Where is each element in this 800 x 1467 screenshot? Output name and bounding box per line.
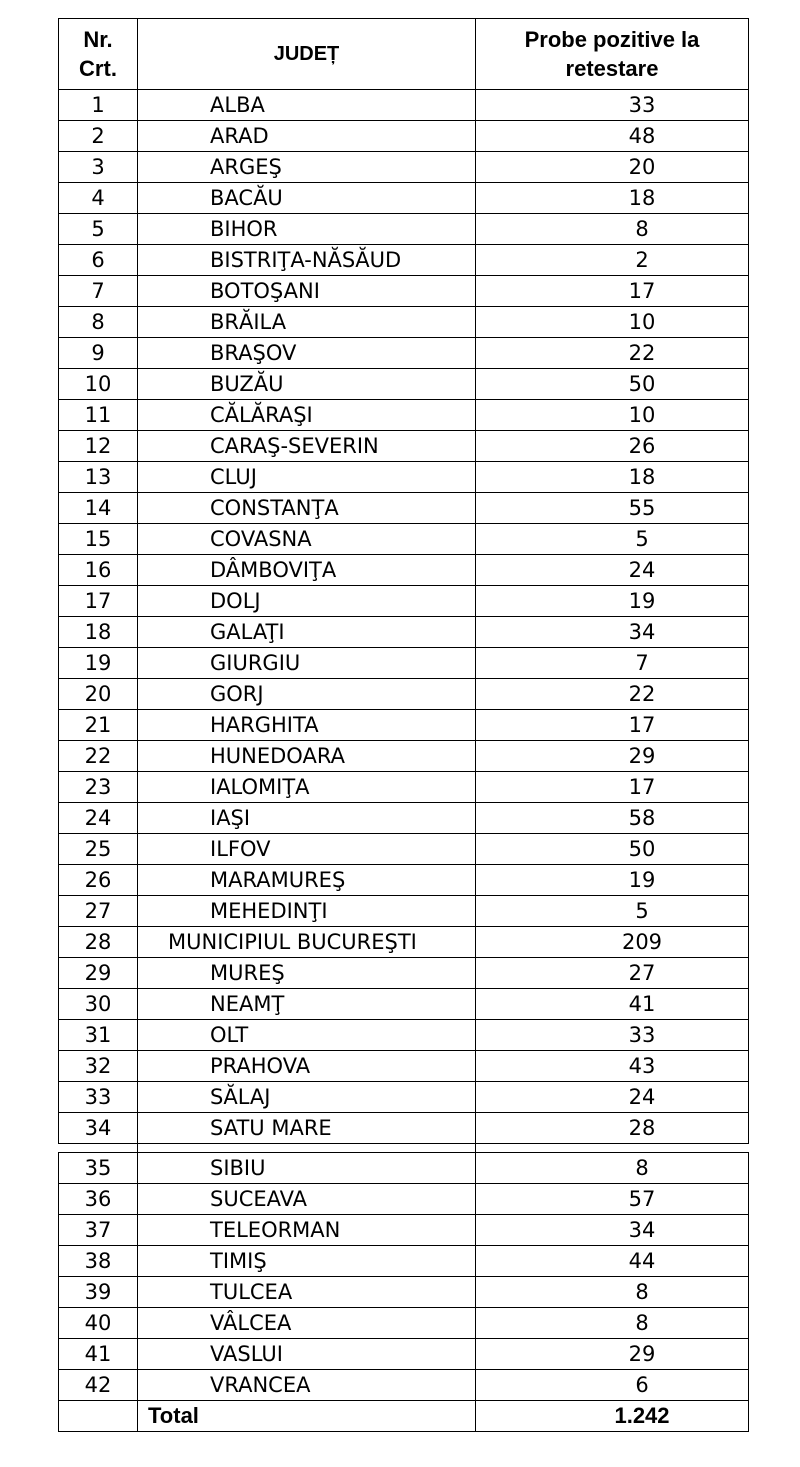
header-nr-line2: Crt. [79, 56, 117, 81]
row-number: 32 [59, 1051, 138, 1082]
row-number: 11 [59, 400, 138, 431]
positive-count: 24 [476, 555, 749, 586]
row-number: 14 [59, 493, 138, 524]
table-row [59, 1082, 749, 1113]
row-number: 36 [59, 1184, 138, 1215]
table-row [59, 1020, 749, 1051]
county-name: NEAMŢ [138, 989, 476, 1020]
row-number: 4 [59, 183, 138, 214]
total-row [59, 1401, 749, 1432]
table-row [59, 152, 749, 183]
county-name: ARGEŞ [138, 152, 476, 183]
row-number: 33 [59, 1082, 138, 1113]
county-name: CARAŞ-SEVERIN [138, 431, 476, 462]
row-number: 3 [59, 152, 138, 183]
table-row [59, 121, 749, 152]
positive-count: 5 [476, 524, 749, 555]
table-row [59, 462, 749, 493]
positive-count: 22 [476, 338, 749, 369]
positive-count: 28 [476, 1113, 749, 1144]
table-row [59, 183, 749, 214]
positive-count: 10 [476, 400, 749, 431]
positive-count: 26 [476, 431, 749, 462]
county-name: HUNEDOARA [138, 741, 476, 772]
county-name: IAŞI [138, 803, 476, 834]
row-number: 20 [59, 679, 138, 710]
table-row [59, 524, 749, 555]
county-name: MEHEDINŢI [138, 896, 476, 927]
header-probe-line2: retestare [565, 56, 659, 81]
row-number: 30 [59, 989, 138, 1020]
positive-count: 20 [476, 152, 749, 183]
table-row [59, 1113, 749, 1144]
row-number: 41 [59, 1339, 138, 1370]
row-number: 26 [59, 865, 138, 896]
positive-count: 6 [476, 1370, 749, 1401]
row-number: 8 [59, 307, 138, 338]
positive-count: 8 [476, 214, 749, 245]
row-number: 34 [59, 1113, 138, 1144]
county-name: TIMIŞ [138, 1246, 476, 1277]
row-number: 22 [59, 741, 138, 772]
table-row [59, 369, 749, 400]
positive-count: 27 [476, 958, 749, 989]
row-number: 40 [59, 1308, 138, 1339]
row-number: 31 [59, 1020, 138, 1051]
positive-retest-table [58, 18, 749, 1432]
row-number: 9 [59, 338, 138, 369]
positive-count: 33 [476, 1020, 749, 1051]
positive-count: 8 [476, 1277, 749, 1308]
positive-count: 17 [476, 276, 749, 307]
county-name: VÂLCEA [138, 1308, 476, 1339]
county-name: GALAŢI [138, 617, 476, 648]
county-name: ILFOV [138, 834, 476, 865]
table-row [59, 1277, 749, 1308]
county-name: MARAMUREŞ [138, 865, 476, 896]
row-number: 7 [59, 276, 138, 307]
row-number: 5 [59, 214, 138, 245]
table-row [59, 741, 749, 772]
county-name: DOLJ [138, 586, 476, 617]
table-row [59, 927, 749, 958]
county-name: ARAD [138, 121, 476, 152]
table-row [59, 1246, 749, 1277]
county-name: BUZĂU [138, 369, 476, 400]
county-name: SĂLAJ [138, 1082, 476, 1113]
county-name: SATU MARE [138, 1113, 476, 1144]
county-name: CONSTANŢA [138, 493, 476, 524]
header-probe-line1: Probe pozitive la [524, 27, 700, 52]
row-number: 21 [59, 710, 138, 741]
row-number: 17 [59, 586, 138, 617]
county-name: SIBIU [138, 1153, 476, 1184]
total-empty-cell [59, 1401, 138, 1432]
county-name: BISTRIŢA-NĂSĂUD [138, 245, 476, 276]
positive-count: 19 [476, 865, 749, 896]
row-number: 6 [59, 245, 138, 276]
positive-count: 18 [476, 183, 749, 214]
positive-count: 34 [476, 1215, 749, 1246]
gap-cell [138, 1144, 476, 1153]
row-number: 28 [59, 927, 138, 958]
table-row [59, 1184, 749, 1215]
positive-count: 41 [476, 989, 749, 1020]
row-number: 25 [59, 834, 138, 865]
row-number: 23 [59, 772, 138, 803]
positive-count: 22 [476, 679, 749, 710]
county-name: ALBA [138, 90, 476, 121]
positive-count: 50 [476, 834, 749, 865]
county-name: MUNICIPIUL BUCUREŞTI [138, 927, 476, 958]
row-number: 10 [59, 369, 138, 400]
table-row [59, 90, 749, 121]
county-name: BIHOR [138, 214, 476, 245]
positive-count: 29 [476, 741, 749, 772]
table-row [59, 400, 749, 431]
county-name: GORJ [138, 679, 476, 710]
positive-count: 55 [476, 493, 749, 524]
row-number: 15 [59, 524, 138, 555]
row-number: 2 [59, 121, 138, 152]
table-row [59, 1339, 749, 1370]
positive-count: 209 [476, 927, 749, 958]
gap-cell [59, 1144, 138, 1153]
positive-count: 58 [476, 803, 749, 834]
table-row [59, 803, 749, 834]
row-number: 18 [59, 617, 138, 648]
row-number: 39 [59, 1277, 138, 1308]
table-row [59, 555, 749, 586]
total-label: Total [138, 1401, 476, 1432]
header-nr-line1: Nr. [83, 27, 113, 52]
gap-cell [476, 1144, 749, 1153]
table-row [59, 338, 749, 369]
positive-count: 24 [476, 1082, 749, 1113]
table-row [59, 989, 749, 1020]
table-row [59, 617, 749, 648]
county-name: SUCEAVA [138, 1184, 476, 1215]
county-name: CĂLĂRAŞI [138, 400, 476, 431]
positive-count: 29 [476, 1339, 749, 1370]
county-name: CLUJ [138, 462, 476, 493]
row-number: 37 [59, 1215, 138, 1246]
table-row [59, 1308, 749, 1339]
county-name: IALOMIŢA [138, 772, 476, 803]
table-row [59, 679, 749, 710]
county-name: BRAŞOV [138, 338, 476, 369]
row-number: 13 [59, 462, 138, 493]
table-section-break [59, 1144, 749, 1153]
table-row [59, 648, 749, 679]
row-number: 35 [59, 1153, 138, 1184]
positive-count: 8 [476, 1308, 749, 1339]
header-judet: JUDEȚ [138, 19, 476, 90]
positive-count: 8 [476, 1153, 749, 1184]
county-name: VRANCEA [138, 1370, 476, 1401]
county-name: GIURGIU [138, 648, 476, 679]
positive-count: 43 [476, 1051, 749, 1082]
county-name: BACĂU [138, 183, 476, 214]
positive-count: 17 [476, 710, 749, 741]
header-nr-crt [59, 19, 138, 90]
row-number: 1 [59, 90, 138, 121]
table-row [59, 1051, 749, 1082]
county-name: MUREŞ [138, 958, 476, 989]
header-probe-pozitive [476, 19, 749, 90]
positive-count: 19 [476, 586, 749, 617]
county-name: VASLUI [138, 1339, 476, 1370]
table-row [59, 865, 749, 896]
table-row [59, 958, 749, 989]
positive-count: 5 [476, 896, 749, 927]
table-row [59, 276, 749, 307]
county-name: TELEORMAN [138, 1215, 476, 1246]
table-row [59, 1215, 749, 1246]
table-row [59, 1153, 749, 1184]
positive-count: 57 [476, 1184, 749, 1215]
table-row [59, 896, 749, 927]
row-number: 24 [59, 803, 138, 834]
table-row [59, 431, 749, 462]
table-row [59, 214, 749, 245]
positive-count: 50 [476, 369, 749, 400]
table-body [59, 90, 749, 1432]
table-row [59, 307, 749, 338]
row-number: 42 [59, 1370, 138, 1401]
table-row [59, 834, 749, 865]
positive-count: 10 [476, 307, 749, 338]
positive-count: 17 [476, 772, 749, 803]
table-row [59, 772, 749, 803]
table-row [59, 586, 749, 617]
total-value: 1.242 [476, 1401, 749, 1432]
county-name: BOTOŞANI [138, 276, 476, 307]
positive-count: 7 [476, 648, 749, 679]
table-row [59, 245, 749, 276]
county-name: COVASNA [138, 524, 476, 555]
row-number: 38 [59, 1246, 138, 1277]
county-name: HARGHITA [138, 710, 476, 741]
positive-count: 18 [476, 462, 749, 493]
positive-count: 48 [476, 121, 749, 152]
positive-count: 44 [476, 1246, 749, 1277]
table-row [59, 493, 749, 524]
table-header-row [59, 19, 749, 90]
row-number: 12 [59, 431, 138, 462]
county-name: OLT [138, 1020, 476, 1051]
positive-count: 34 [476, 617, 749, 648]
table-row [59, 1370, 749, 1401]
county-name: TULCEA [138, 1277, 476, 1308]
county-name: BRĂILA [138, 307, 476, 338]
row-number: 16 [59, 555, 138, 586]
county-name: DÂMBOVIŢA [138, 555, 476, 586]
county-name: PRAHOVA [138, 1051, 476, 1082]
positive-count: 2 [476, 245, 749, 276]
table-row [59, 710, 749, 741]
positive-count: 33 [476, 90, 749, 121]
row-number: 27 [59, 896, 138, 927]
row-number: 19 [59, 648, 138, 679]
row-number: 29 [59, 958, 138, 989]
